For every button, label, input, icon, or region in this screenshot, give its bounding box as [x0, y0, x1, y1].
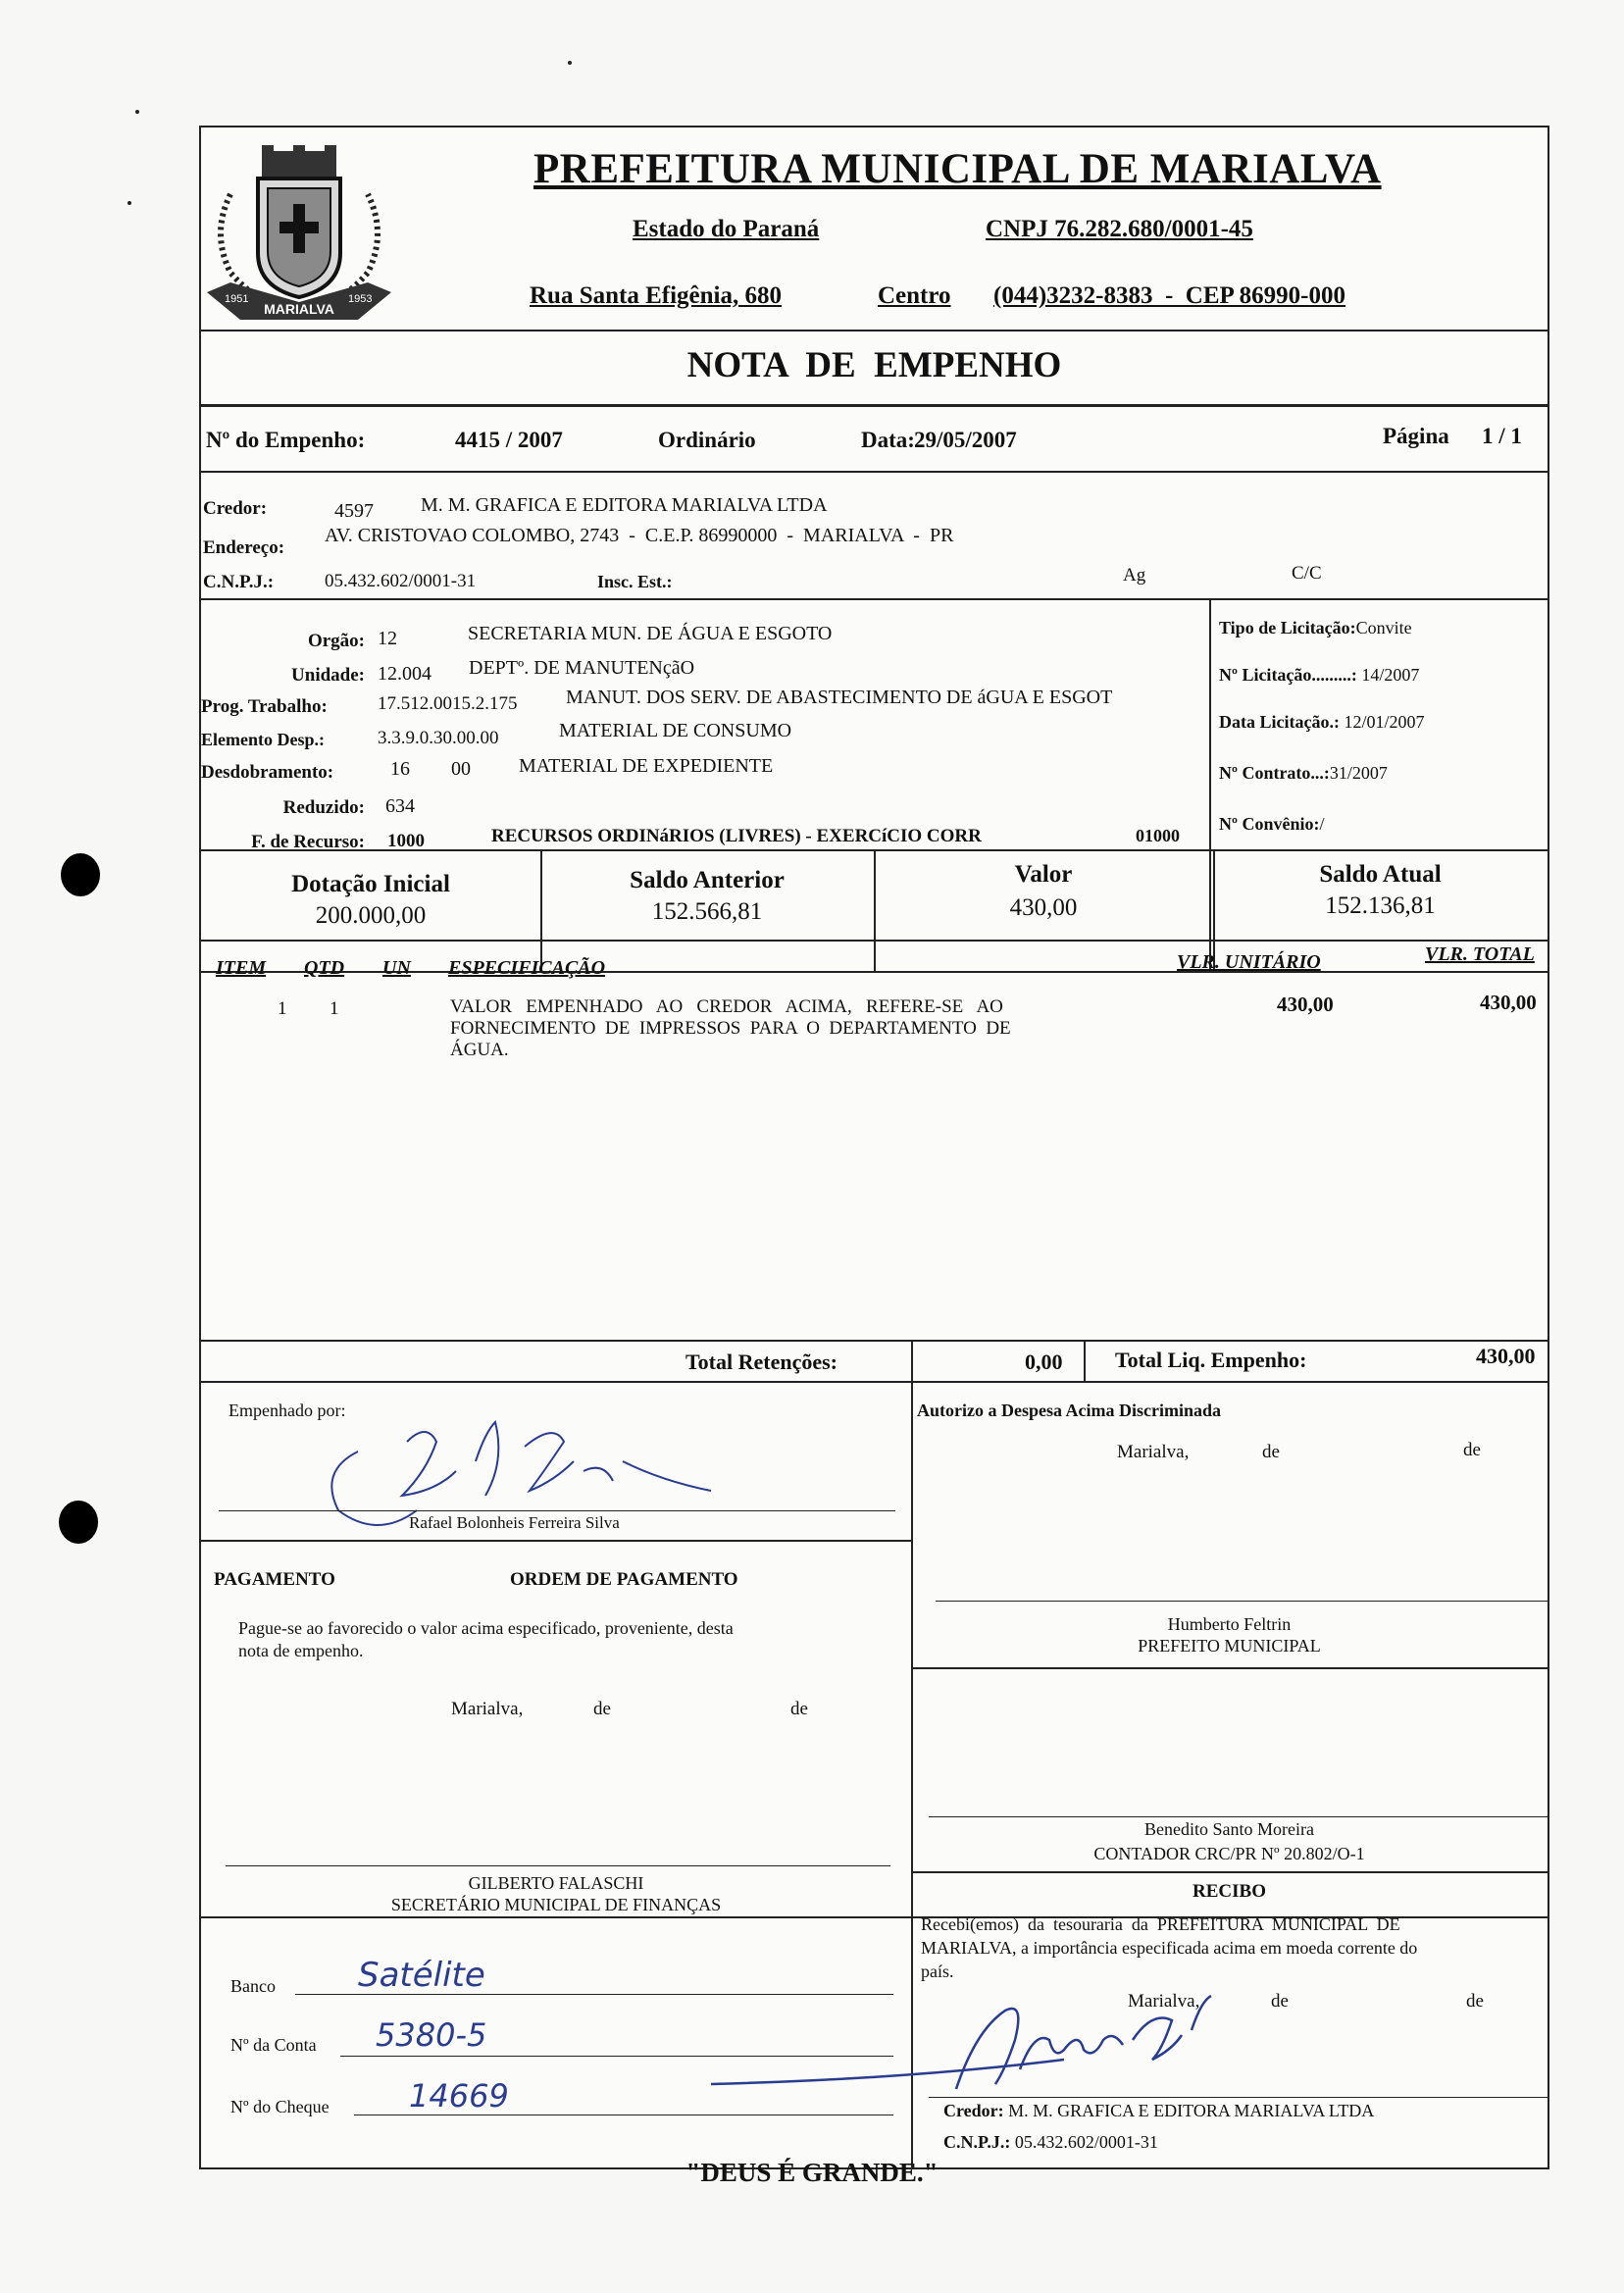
- item-spec-line2: FORNECIMENTO DE IMPRESSOS PARA O DEPARTAMENTO DE: [450, 1018, 1011, 1039]
- item-spec-line3: ÁGUA.: [450, 1040, 509, 1060]
- num-convenio-label: Nº Convênio:: [1219, 814, 1320, 834]
- num-licitacao: [1219, 665, 1419, 686]
- recibo-line1: Recebi(emos) da tesouraria da PREFEITURA MUNICIPAL DE: [921, 1914, 1400, 1934]
- prefeito-role: PREFEITO MUNICIPAL: [1138, 1636, 1321, 1656]
- secretario-role: SECRETÁRIO MUNICIPAL DE FINANÇAS: [390, 1895, 722, 1914]
- endereco-value: AV. CRISTOVAO COLOMBO, 2743 - C.E.P. 86990000 - MARIALVA - PR: [325, 525, 954, 546]
- pagamento-label: PAGAMENTO: [214, 1569, 335, 1590]
- document-title: NOTA DE EMPENHO: [686, 345, 1062, 385]
- autorizo-de2: de: [1463, 1440, 1481, 1460]
- recibo-city: Marialva,: [1128, 1991, 1200, 2012]
- empenhado-por-label: Empenhado por:: [228, 1401, 346, 1420]
- header-title: PREFEITURA MUNICIPAL DE MARIALVA: [533, 146, 1382, 192]
- municipal-crest: [201, 145, 397, 331]
- ag-label: Ag: [1123, 565, 1146, 586]
- saldo-anterior-label: Saldo Anterior: [630, 867, 785, 893]
- desdobramento-code1: 16: [390, 758, 410, 780]
- recibo-title: RECIBO: [1193, 1881, 1266, 1902]
- data-licitacao-value: 12/01/2007: [1344, 712, 1425, 732]
- contador-role: CONTADOR CRC/PR Nº 20.802/O-1: [1093, 1844, 1365, 1863]
- tipo-licitacao-value: Convite: [1355, 618, 1412, 637]
- autorizo-de1: de: [1262, 1442, 1280, 1462]
- pagamento-text-line1: Pague-se ao favorecido o valor acima especificado, proveniente, desta: [238, 1618, 734, 1638]
- autorizo-label: Autorizo a Despesa Acima Discriminada: [917, 1401, 1221, 1420]
- num-convenio: [1219, 814, 1324, 835]
- punch-hole-bottom: [59, 1501, 98, 1544]
- crest-year-right: 1953: [348, 293, 373, 305]
- item-spec-line1: VALOR EMPENHADO AO CREDOR ACIMA, REFERE-SE AO: [450, 996, 1003, 1017]
- endereco-label: Endereço:: [203, 537, 285, 558]
- recibo-line2: MARIALVA, a importância especificada acima em moeda corrente do: [921, 1938, 1418, 1958]
- prefeito-name: Humberto Feltrin: [1167, 1614, 1292, 1634]
- recibo-cnpj-value: 05.432.602/0001-31: [1014, 2132, 1158, 2152]
- tipo-licitacao-label: Tipo de Licitação:: [1219, 618, 1356, 637]
- col-header-vlr-total: VLR. TOTAL: [1425, 943, 1535, 965]
- speck: [127, 201, 131, 205]
- data-licitacao-label: Data Licitação.:: [1219, 712, 1340, 732]
- total-liq-label: Total Liq. Empenho:: [1115, 1348, 1307, 1372]
- elemento-label: Elemento Desp.:: [201, 730, 325, 749]
- empenho-date: 29/05/2007: [914, 428, 1017, 452]
- secretario-name: GILBERTO FALASCHI: [468, 1873, 644, 1893]
- col-header-un: UN: [382, 957, 411, 979]
- prog-trabalho-code: 17.512.0015.2.175: [378, 693, 518, 714]
- recurso-label: F. de Recurso:: [251, 832, 365, 852]
- recibo-signature: [711, 1991, 1456, 2099]
- footer-motto: "DEUS É GRANDE.": [685, 2158, 939, 2187]
- prog-trabalho-label: Prog. Trabalho:: [201, 696, 328, 717]
- conta-value: 5380-5: [376, 2016, 487, 2054]
- header-district: Centro: [878, 282, 951, 309]
- dotacao-inicial-value: 200.000,00: [315, 902, 427, 929]
- recibo-credor-value: M. M. GRAFICA E EDITORA MARIALVA LTDA: [1008, 2101, 1375, 2120]
- recibo-line3: país.: [921, 1962, 954, 1981]
- recibo-cnpj-label: C.N.P.J.:: [943, 2132, 1011, 2152]
- num-licitacao-value: 14/2007: [1361, 665, 1420, 685]
- tipo-licitacao: [1219, 618, 1412, 638]
- num-contrato-value: 31/2007: [1329, 763, 1388, 783]
- empenho-page: 1 / 1: [1482, 424, 1522, 448]
- item-vlr-total: 430,00: [1480, 991, 1537, 1014]
- header-cnpj: CNPJ 76.282.680/0001-45: [986, 216, 1253, 242]
- cheque-value: 14669: [409, 2077, 509, 2115]
- total-liq-value: 430,00: [1476, 1344, 1536, 1368]
- credor-code: 4597: [334, 500, 374, 522]
- crest-icon: [201, 145, 397, 331]
- col-header-especificacao: ESPECIFICAÇÃO: [448, 957, 606, 979]
- orgao-value: SECRETARIA MUN. DE ÁGUA E ESGOTO: [468, 623, 833, 644]
- empenhado-name: Rafael Bolonheis Ferreira Silva: [409, 1513, 620, 1532]
- pagamento-de1: de: [593, 1699, 611, 1719]
- col-header-qtd: QTD: [304, 957, 345, 979]
- cnpj-label: C.N.P.J.:: [203, 572, 275, 592]
- banco-label: Banco: [230, 1976, 276, 1996]
- punch-hole-top: [61, 853, 100, 896]
- num-contrato-label: Nº Contrato...:: [1219, 763, 1330, 783]
- empenho-date-label: Data:: [861, 428, 915, 452]
- conta-label: Nº da Conta: [230, 2035, 317, 2055]
- empenho-type: Ordinário: [658, 428, 756, 452]
- header-state: Estado do Paraná: [633, 216, 820, 242]
- desdobramento-value: MATERIAL DE EXPEDIENTE: [519, 755, 774, 777]
- autorizo-city: Marialva,: [1117, 1442, 1190, 1462]
- elemento-value: MATERIAL DE CONSUMO: [559, 720, 792, 741]
- unidade-code: 12.004: [378, 663, 431, 685]
- header-phone-cep: (044)3232-8383 - CEP 86990-000: [993, 282, 1345, 309]
- insc-est-label: Insc. Est.:: [597, 572, 673, 591]
- recibo-de2: de: [1466, 1991, 1484, 2012]
- credor-name: M. M. GRAFICA E EDITORA MARIALVA LTDA: [421, 494, 828, 516]
- total-retencoes-label: Total Retenções:: [685, 1350, 837, 1374]
- num-convenio-value: /: [1319, 814, 1325, 834]
- valor-value: 430,00: [1009, 894, 1078, 921]
- empenho-page-label: Página: [1383, 424, 1449, 448]
- saldo-atual-label: Saldo Atual: [1319, 861, 1442, 888]
- cnpj-value: 05.432.602/0001-31: [325, 571, 477, 591]
- item-number: 1: [278, 998, 287, 1019]
- recibo-de1: de: [1271, 1991, 1289, 2012]
- saldo-atual-value: 152.136,81: [1325, 892, 1436, 919]
- pagamento-city: Marialva,: [451, 1699, 524, 1719]
- orgao-label: Orgão:: [307, 631, 365, 651]
- num-licitacao-label: Nº Licitação.........:: [1219, 665, 1357, 685]
- recurso-value: RECURSOS ORDINáRIOS (LIVRES) - EXERCíCIO CORR: [491, 826, 982, 846]
- recurso-code: 1000: [387, 831, 425, 851]
- pagamento-text-line2: nota de empenho.: [238, 1641, 364, 1660]
- contador-name: Benedito Santo Moreira: [1144, 1819, 1314, 1839]
- desdobramento-label: Desdobramento:: [201, 762, 334, 783]
- recurso-code2: 01000: [1136, 826, 1180, 845]
- recibo-credor-label: Credor:: [943, 2101, 1004, 2120]
- crest-year-left: 1951: [225, 293, 249, 305]
- cheque-label: Nº do Cheque: [230, 2097, 330, 2116]
- reduzido-value: 634: [385, 795, 415, 817]
- item-qtd: 1: [330, 998, 339, 1019]
- valor-label: Valor: [1014, 861, 1073, 888]
- banco-value: Satélite: [358, 1956, 485, 1995]
- prog-trabalho-value: MANUT. DOS SERV. DE ABASTECIMENTO DE áGUA E ESGOT: [566, 687, 1113, 708]
- orgao-code: 12: [378, 628, 397, 649]
- header-address: Rua Santa Efigênia, 680: [530, 282, 782, 309]
- speck: [568, 61, 572, 65]
- saldo-anterior-value: 152.566,81: [651, 898, 763, 925]
- col-header-vlr-unitario: VLR. UNITÁRIO: [1177, 951, 1321, 973]
- dotacao-inicial-label: Dotação Inicial: [291, 871, 450, 897]
- item-vlr-unitario: 430,00: [1277, 993, 1334, 1016]
- num-contrato: [1219, 763, 1388, 784]
- unidade-value: DEPTº. DE MANUTENçãO: [469, 657, 695, 679]
- nota-de-empenho-form: [199, 126, 1549, 2169]
- credor-label: Credor:: [203, 498, 268, 519]
- cc-label: C/C: [1292, 563, 1322, 584]
- recibo-credor: [943, 2101, 1374, 2121]
- table-row: [201, 991, 1548, 1089]
- elemento-code: 3.3.9.0.30.00.00: [378, 728, 499, 748]
- pagamento-de2: de: [790, 1699, 808, 1719]
- ordem-pagamento-label: ORDEM DE PAGAMENTO: [510, 1569, 738, 1590]
- speck: [135, 110, 139, 114]
- unidade-label: Unidade:: [291, 665, 365, 686]
- total-retencoes-value: 0,00: [1025, 1350, 1063, 1374]
- desdobramento-code2: 00: [451, 758, 471, 780]
- data-licitacao: [1219, 712, 1424, 733]
- empenho-number-label: Nº do Empenho:: [206, 428, 366, 452]
- recibo-cnpj: [943, 2132, 1158, 2153]
- reduzido-label: Reduzido:: [282, 797, 365, 818]
- col-header-item: ITEM: [216, 957, 267, 979]
- empenho-number: 4415 / 2007: [455, 428, 563, 452]
- crest-banner-text: MARIALVA: [264, 301, 334, 317]
